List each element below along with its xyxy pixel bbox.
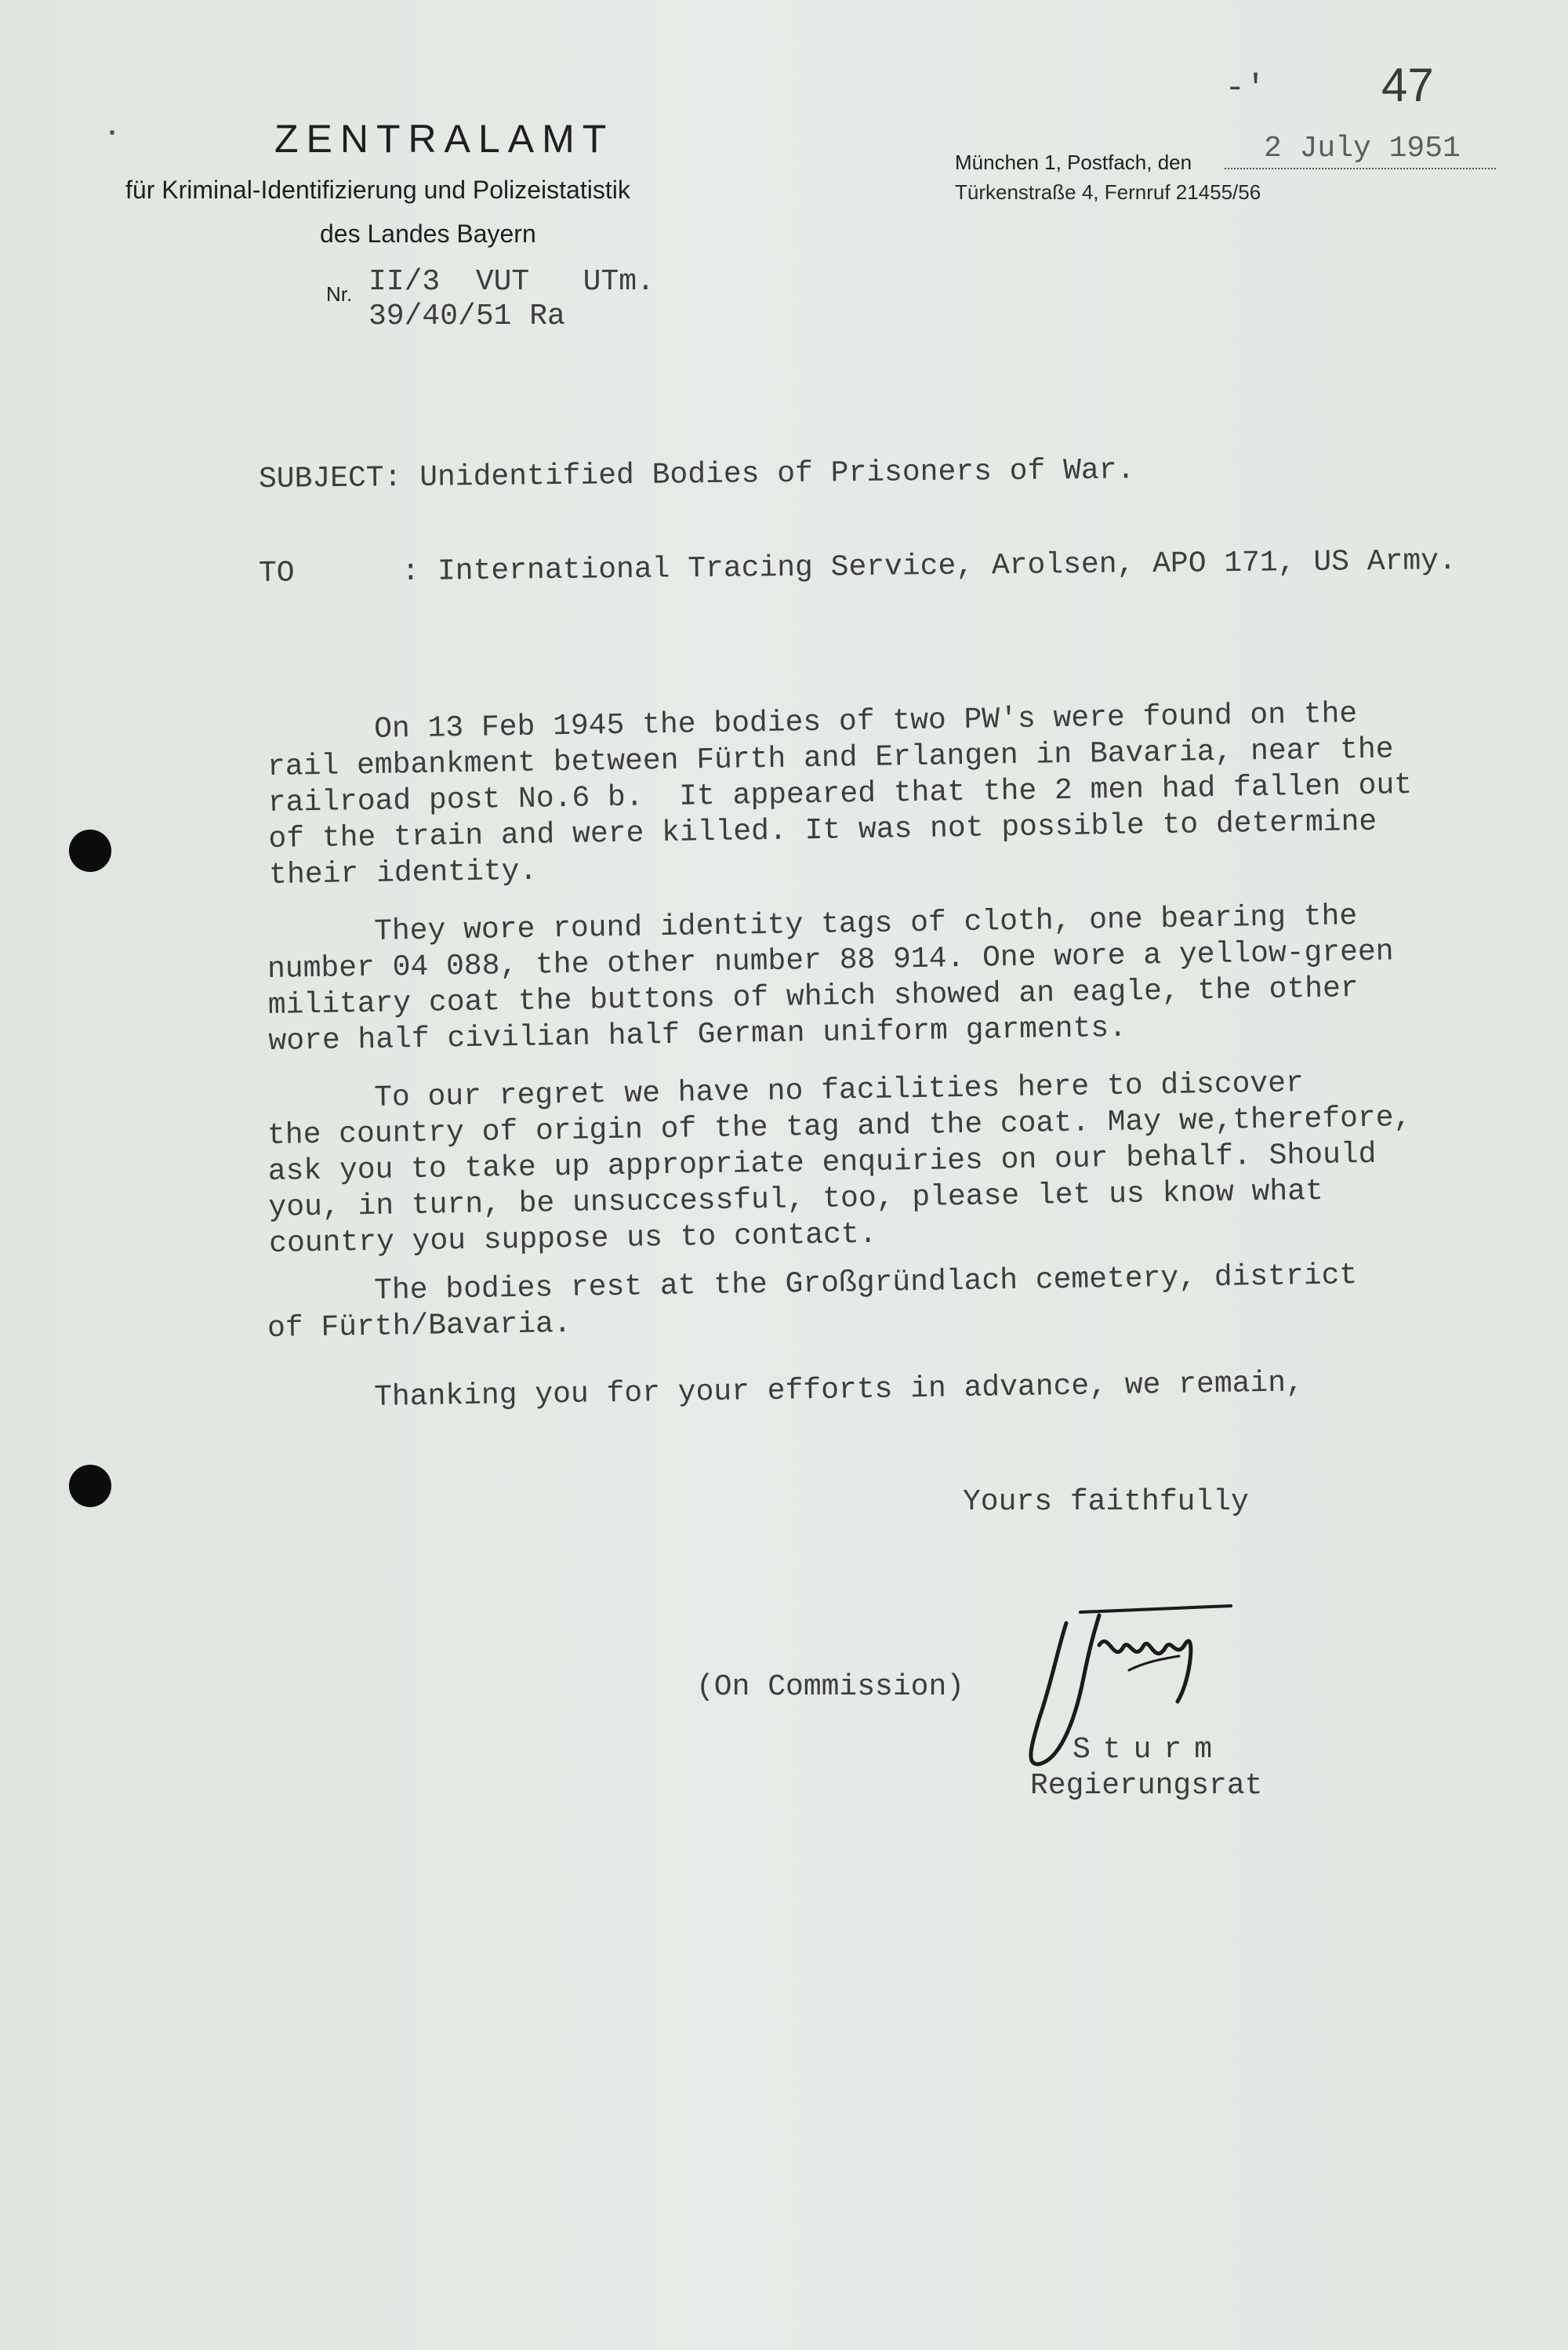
letterhead-subtitle-2: des Landes Bayern bbox=[320, 220, 536, 248]
body-paragraph-2 bbox=[267, 896, 1523, 1060]
paragraph-text: The bodies rest at the Großgründlach cemetery, district of Fürth/Bavaria. bbox=[267, 1259, 1358, 1346]
punch-hole-bottom bbox=[69, 1465, 111, 1507]
paragraph-text: They wore round identity tags of cloth, one bearing the number 04 088, the other number 88 914. One wore a yellow-green military coat the buttons of which showed an eagle, the other wore half civilian half German uniform garments. bbox=[267, 899, 1394, 1059]
reference-number-line-1: II/3 VUT UTm. bbox=[368, 265, 655, 299]
letterhead-subtitle: für Kriminal-Identifizierung und Polizeistatistik bbox=[125, 176, 630, 204]
recipient-line: TO : International Tracing Service, Arolsen, APO 171, US Army. bbox=[258, 544, 1457, 590]
page-number: 47 bbox=[1381, 59, 1434, 111]
handwritten-dash-mark: -' bbox=[1225, 69, 1266, 108]
sender-address: Türkenstraße 4, Fernruf 21455/56 bbox=[955, 180, 1261, 204]
paragraph-text: Thanking you for your efforts in advance, we remain, bbox=[267, 1366, 1305, 1416]
reference-number-line-2: 39/40/51 Ra bbox=[368, 300, 565, 333]
subject-line: SUBJECT: Unidentified Bodies of Prisoners of War. bbox=[258, 453, 1135, 496]
paragraph-text: On 13 Feb 1945 the bodies of two PW's were found on the rail embankment between Fürth and Erlangen in Bavaria, near the railroad post No.6 b. It appeared that the 2 men had fallen out of the train and were killed. It was not possible to determine their identity. bbox=[267, 697, 1413, 892]
signer-title: Regierungsrat bbox=[1030, 1769, 1263, 1803]
date-dotted-line bbox=[1225, 168, 1496, 169]
place-date-label: München 1, Postfach, den bbox=[955, 151, 1192, 174]
letter-date: 2 July 1951 bbox=[1264, 132, 1461, 165]
on-commission-note: (On Commission) bbox=[696, 1670, 965, 1704]
body-paragraph-3 bbox=[267, 1062, 1523, 1262]
reference-number-label: Nr. bbox=[326, 282, 353, 306]
letterhead-title: ZENTRALAMT bbox=[274, 117, 615, 161]
signer-name: Sturm bbox=[1073, 1733, 1225, 1767]
paragraph-text: To our regret we have no facilities here to discover the country of origin of the tag and the coat. May we,therefore, ask you to take up appropriate enquiries on our behalf. Should you, in turn, be unsuccessful, too, please let us know what country you suppose us to contact. bbox=[267, 1066, 1412, 1261]
paper-speck bbox=[110, 130, 114, 135]
closing-salutation: Yours faithfully bbox=[963, 1485, 1249, 1519]
body-paragraph-1 bbox=[267, 694, 1523, 894]
punch-hole-top bbox=[69, 830, 111, 872]
